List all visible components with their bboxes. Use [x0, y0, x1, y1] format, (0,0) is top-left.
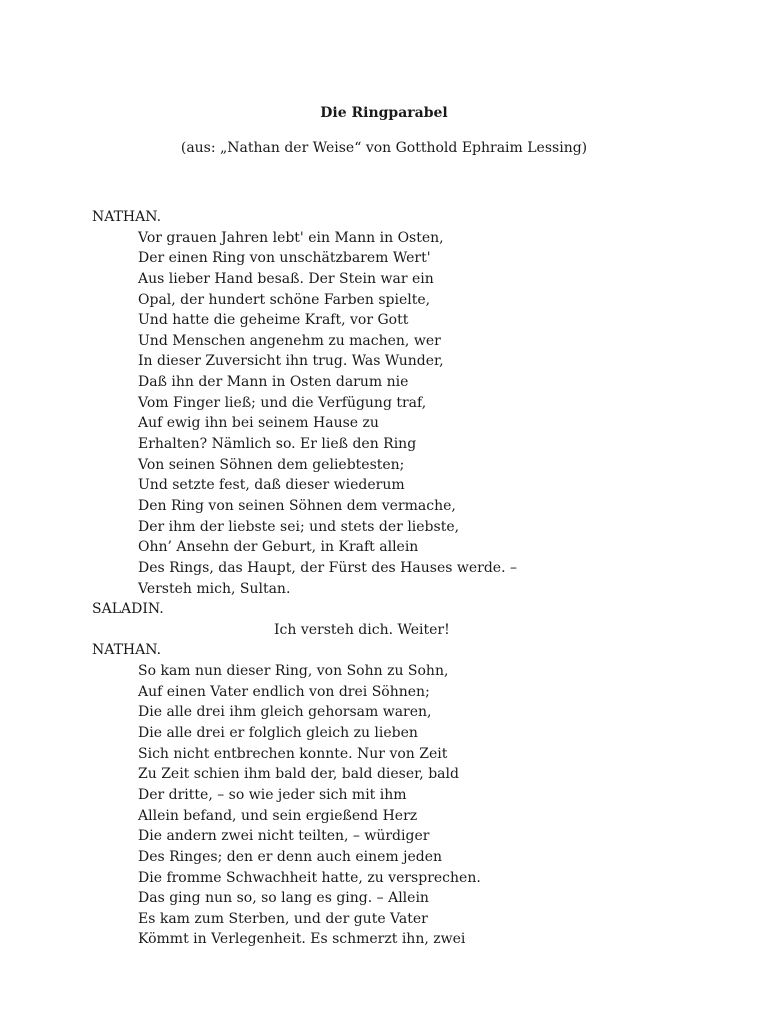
- verse-line: In dieser Zuversicht ihn trug. Was Wunder,: [138, 353, 444, 370]
- verse-line: Aus lieber Hand besaß. Der Stein war ein: [138, 270, 434, 287]
- verse-line: Den Ring von seinen Söhnen dem vermache,: [138, 497, 456, 514]
- verse-line: Von seinen Söhnen dem geliebtesten;: [138, 456, 405, 473]
- verse-line: Auf einen Vater endlich von drei Söhnen;: [138, 683, 430, 700]
- verse-line: Es kam zum Sterben, und der gute Vater: [138, 910, 428, 927]
- speaker-name: NATHAN.: [92, 642, 162, 659]
- verse-line: Das ging nun so, so lang es ging. – Allein: [138, 890, 429, 907]
- verse-line: Versteh mich, Sultan.: [138, 580, 291, 597]
- verse-line: Und Menschen angenehm zu machen, wer: [138, 332, 441, 349]
- verse-line: So kam nun dieser Ring, von Sohn zu Sohn,: [138, 663, 449, 680]
- verse-line: Der dritte, – so wie jeder sich mit ihm: [138, 786, 407, 803]
- verse-line: Und hatte die geheime Kraft, vor Gott: [138, 312, 409, 329]
- text-body: [92, 207, 732, 950]
- verse-line: Zu Zeit schien ihm bald der, bald dieser, bald: [138, 766, 459, 783]
- verse-line: Die alle drei er folglich gleich zu lieben: [138, 725, 418, 742]
- verse-line: Der ihm der liebste sei; und stets der liebste,: [138, 518, 460, 535]
- verse-line: Kömmt in Verlegenheit. Es schmerzt ihn, zwei: [138, 931, 466, 948]
- verse-line: Des Ringes; den er denn auch einem jeden: [138, 848, 443, 865]
- verse-line: Opal, der hundert schöne Farben spielte,: [138, 291, 431, 308]
- verse-line: Der einen Ring von unschätzbarem Wert': [138, 250, 431, 267]
- verse-line: Des Rings, das Haupt, der Fürst des Hauses werde. –: [138, 559, 517, 576]
- verse-line: Und setzte fest, daß dieser wiederum: [138, 477, 405, 494]
- verse-line: Daß ihn der Mann in Osten darum nie: [138, 374, 409, 391]
- speaker-name: SALADIN.: [92, 601, 164, 618]
- verse-line: Allein befand, und sein ergießend Herz: [138, 807, 418, 824]
- document-subtitle: (aus: „Nathan der Weise“ von Gotthold Ephraim Lessing): [180, 140, 588, 156]
- document-title: Die Ringparabel: [320, 105, 448, 121]
- verse-line: Auf ewig ihn bei seinem Hause zu: [138, 415, 379, 432]
- verse-line: Vom Finger ließ; und die Verfügung traf,: [138, 394, 427, 411]
- verse-line: Sich nicht entbrechen konnte. Nur von Zeit: [138, 745, 448, 762]
- verse-line: Die alle drei ihm gleich gehorsam waren,: [138, 704, 432, 721]
- verse-line: Die andern zwei nicht teilten, – würdiger: [138, 828, 430, 845]
- verse-line: Vor grauen Jahren lebt' ein Mann in Osten,: [138, 229, 444, 246]
- speaker-name: NATHAN.: [92, 209, 162, 225]
- verse-line: Ohn’ Ansehn der Geburt, in Kraft allein: [138, 539, 419, 556]
- verse-line: Erhalten? Nämlich so. Er ließ den Ring: [138, 436, 417, 453]
- verse-line: Ich versteh dich. Weiter!: [274, 621, 450, 638]
- verse-line: Die fromme Schwachheit hatte, zu versprechen.: [138, 869, 481, 886]
